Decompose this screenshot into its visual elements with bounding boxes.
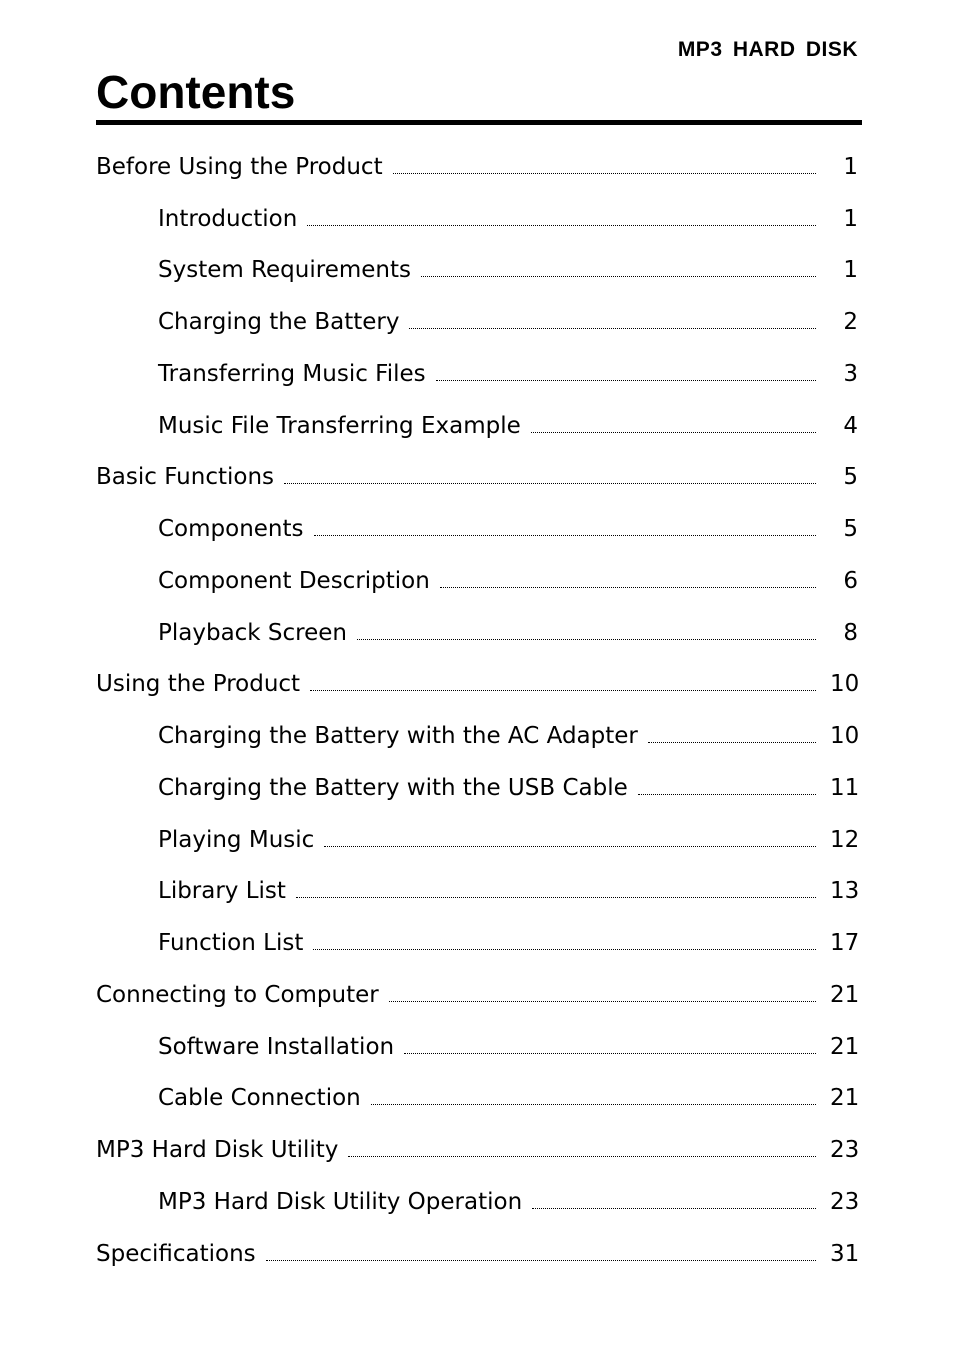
toc-entry[interactable] bbox=[96, 604, 858, 656]
toc-entry[interactable] bbox=[96, 345, 858, 397]
toc-entry-label: Function List bbox=[158, 930, 304, 956]
dot-leader bbox=[531, 431, 816, 433]
toc-entry-label: Specifications bbox=[96, 1240, 256, 1267]
toc-entry-page-number: 23 bbox=[830, 1188, 860, 1215]
dot-leader bbox=[393, 172, 816, 174]
toc-entry[interactable] bbox=[96, 707, 858, 759]
page-title: Contents bbox=[96, 66, 296, 118]
dot-leader bbox=[357, 638, 816, 640]
toc-entry-label: Introduction bbox=[158, 205, 298, 232]
toc-entry-label: Playback Screen bbox=[158, 619, 348, 646]
dot-leader bbox=[421, 275, 816, 277]
dot-leader bbox=[284, 482, 816, 484]
toc-entry[interactable] bbox=[96, 656, 858, 708]
dot-leader bbox=[404, 1052, 816, 1054]
toc-entry-page-number: 1 bbox=[843, 205, 858, 232]
toc-entry-page-number: 12 bbox=[830, 826, 860, 853]
toc-entry-label: Charging the Battery with the USB Cable bbox=[158, 774, 628, 801]
toc-entry-label: Components bbox=[158, 516, 304, 542]
toc-entry-label: Music File Transferring Example bbox=[158, 412, 521, 439]
toc-entry-page-number: 11 bbox=[830, 774, 860, 801]
toc-entry[interactable] bbox=[96, 449, 858, 501]
toc-entry-label: Using the Product bbox=[96, 671, 301, 698]
dot-leader bbox=[314, 534, 816, 536]
toc-entry-label: Library List bbox=[158, 878, 286, 905]
toc-entry-page-number: 23 bbox=[830, 1137, 860, 1163]
toc-entry[interactable] bbox=[96, 1225, 858, 1277]
toc-entry-page-number: 6 bbox=[843, 567, 858, 594]
toc-entry-label: Charging the Battery with the AC Adapter bbox=[158, 723, 638, 749]
toc-entry-page-number: 1 bbox=[843, 153, 858, 180]
toc-entry-page-number: 17 bbox=[830, 930, 860, 956]
toc-entry[interactable] bbox=[96, 138, 858, 190]
dot-leader bbox=[313, 948, 816, 950]
dot-leader bbox=[266, 1259, 816, 1261]
toc-entry-label: Playing Music bbox=[158, 826, 315, 853]
dot-leader bbox=[296, 896, 816, 898]
dot-leader bbox=[648, 741, 816, 743]
toc-entry-page-number: 5 bbox=[843, 464, 858, 491]
dot-leader bbox=[532, 1207, 816, 1209]
toc-entry-label: Transferring Music Files bbox=[158, 360, 426, 387]
table-of-contents bbox=[96, 138, 858, 1277]
toc-entry[interactable] bbox=[96, 914, 858, 966]
toc-entry-label: Connecting to Computer bbox=[96, 981, 379, 1008]
toc-entry-label: Cable Connection bbox=[158, 1085, 361, 1112]
toc-entry-page-number: 10 bbox=[830, 723, 860, 749]
title-rule bbox=[96, 120, 862, 125]
dot-leader bbox=[389, 1000, 816, 1002]
toc-entry[interactable] bbox=[96, 966, 858, 1018]
toc-entry-page-number: 21 bbox=[830, 1085, 860, 1112]
toc-entry[interactable] bbox=[96, 759, 858, 811]
dot-leader bbox=[307, 224, 816, 226]
toc-entry[interactable] bbox=[96, 242, 858, 294]
toc-entry-label: System Requirements bbox=[158, 257, 411, 284]
dot-leader bbox=[638, 793, 816, 795]
toc-entry-label: Charging the Battery bbox=[158, 309, 400, 335]
toc-entry[interactable] bbox=[96, 1070, 858, 1122]
toc-entry-page-number: 4 bbox=[843, 412, 858, 439]
dot-leader bbox=[440, 586, 816, 588]
toc-entry[interactable] bbox=[96, 397, 858, 449]
running-header: MP3 HARD DISK bbox=[677, 38, 858, 61]
dot-leader bbox=[409, 327, 816, 329]
toc-entry-page-number: 2 bbox=[843, 309, 858, 335]
toc-entry-label: Component Description bbox=[158, 567, 430, 594]
toc-entry-label: Basic Functions bbox=[96, 464, 275, 491]
toc-entry[interactable] bbox=[96, 552, 858, 604]
toc-entry[interactable] bbox=[96, 1173, 858, 1225]
toc-entry-label: MP3 Hard Disk Utility Operation bbox=[158, 1188, 523, 1215]
dot-leader bbox=[324, 845, 816, 847]
toc-entry-label: Software Installation bbox=[158, 1033, 395, 1060]
toc-entry-page-number: 10 bbox=[830, 671, 860, 698]
toc-entry-label: MP3 Hard Disk Utility bbox=[96, 1137, 339, 1163]
toc-entry[interactable] bbox=[96, 863, 858, 915]
toc-entry-page-number: 21 bbox=[830, 981, 860, 1008]
toc-entry[interactable] bbox=[96, 811, 858, 863]
dot-leader bbox=[348, 1155, 816, 1157]
toc-entry-page-number: 13 bbox=[830, 878, 860, 905]
toc-entry-page-number: 1 bbox=[843, 257, 858, 284]
toc-entry-page-number: 8 bbox=[843, 619, 858, 646]
toc-entry[interactable] bbox=[96, 500, 858, 552]
toc-entry-page-number: 21 bbox=[830, 1033, 860, 1060]
toc-entry[interactable] bbox=[96, 190, 858, 242]
toc-entry[interactable] bbox=[96, 1121, 858, 1173]
dot-leader bbox=[310, 689, 816, 691]
toc-entry[interactable] bbox=[96, 1018, 858, 1070]
dot-leader bbox=[371, 1103, 816, 1105]
toc-entry-page-number: 31 bbox=[830, 1240, 860, 1267]
toc-entry-page-number: 5 bbox=[843, 516, 858, 542]
dot-leader bbox=[436, 379, 816, 381]
toc-entry[interactable] bbox=[96, 293, 858, 345]
toc-entry-page-number: 3 bbox=[843, 360, 858, 387]
toc-entry-label: Before Using the Product bbox=[96, 153, 383, 180]
